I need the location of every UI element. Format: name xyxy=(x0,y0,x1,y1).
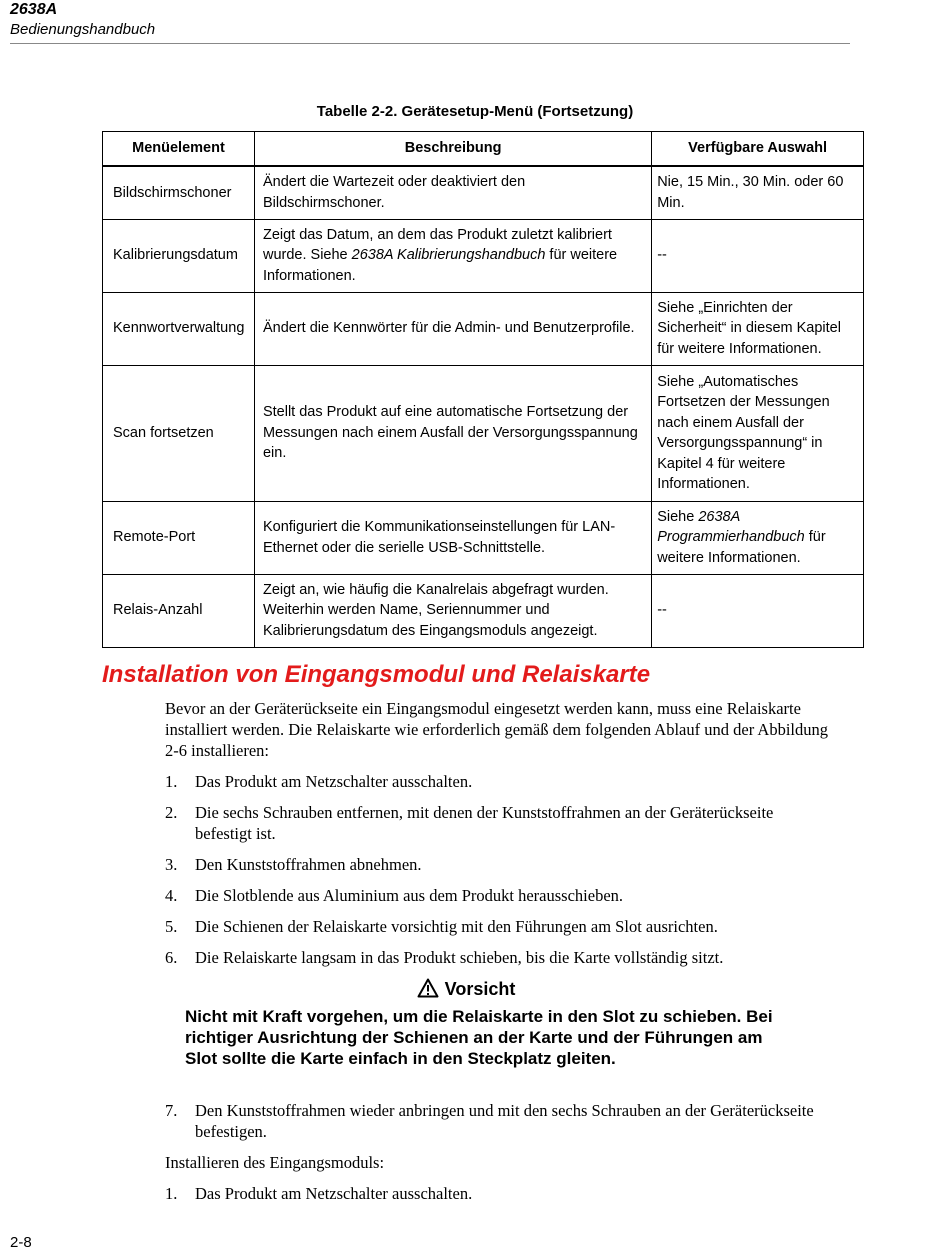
description-cell: Zeigt an, wie häufig die Kanalrelais abgefragt wurden. Weiterhin werden Name, Seriennummer und Kalibrierungsdatum des Eingangsmoduls angezeigt. xyxy=(254,574,651,647)
description-cell: Ändert die Kennwörter für die Admin- und Benutzerprofile. xyxy=(254,292,651,365)
list-item xyxy=(165,947,825,968)
section-heading: Installation von Eingangsmodul und Relaiskarte xyxy=(102,661,651,688)
step-text: Den Kunststoffrahmen wieder anbringen und mit den sechs Schrauben an der Geräterückseite befestigen. xyxy=(195,1101,814,1141)
page-number: 2-8 xyxy=(10,1234,32,1251)
list-item xyxy=(165,802,825,844)
options-cell: -- xyxy=(652,574,864,647)
step-number: 2. xyxy=(165,803,178,822)
manual-reference: 2638A Kalibrierungshandbuch xyxy=(351,247,546,264)
options-text: Siehe xyxy=(657,508,699,525)
options-cell: Siehe „Einrichten der Sicherheit“ in diesem Kapitel für weitere Informationen. xyxy=(652,292,864,365)
header-rule xyxy=(10,43,850,44)
options-cell: Siehe „Automatisches Fortsetzen der Messungen nach einem Ausfall der Versorgungsspannung“ in Kapitel 4 für weitere Informationen. xyxy=(652,365,864,501)
step-number: 6. xyxy=(165,948,178,967)
module-install-intro: Installieren des Eingangsmoduls: xyxy=(165,1153,385,1172)
menu-item-cell: Scan fortsetzen xyxy=(103,365,255,501)
table-row xyxy=(103,166,864,219)
menu-item-cell: Remote-Port xyxy=(103,501,255,574)
options-cell: -- xyxy=(652,219,864,292)
step-number: 5. xyxy=(165,917,178,936)
step-text: Die sechs Schrauben entfernen, mit denen der Kunststoffrahmen an der Geräterückseite befestigt ist. xyxy=(195,803,774,843)
column-header-menu-item: Menüelement xyxy=(103,132,255,167)
description-cell: Stellt das Produkt auf eine automatische Fortsetzung der Messungen nach einem Ausfall der Versorgungsspannung ein. xyxy=(254,365,651,501)
column-header-description: Beschreibung xyxy=(254,132,651,167)
menu-item-cell: Kalibrierungsdatum xyxy=(103,219,255,292)
list-item xyxy=(165,854,825,875)
device-setup-table xyxy=(102,131,864,648)
step-text: Die Relaiskarte langsam in das Produkt schieben, bis die Karte vollständig sitzt. xyxy=(195,948,724,967)
intro-paragraph: Bevor an der Geräterückseite ein Eingangsmodul eingesetzt werden kann, muss eine Relaiskarte installiert werden. Die Relaiskarte wie erforderlich gemäß dem folgenden Ablauf und der Abbildung 2-6 installieren: xyxy=(165,699,828,760)
column-header-options: Verfügbare Auswahl xyxy=(652,132,864,167)
caution-text: Nicht mit Kraft vorgehen, um die Relaiskarte in den Slot zu schieben. Bei richtiger Ausrichtung der Schienen an der Karte und der Führungen am Slot sollte die Karte einfach in den Steckplatz gleiten. xyxy=(185,1007,773,1068)
menu-item-cell: Kennwortverwaltung xyxy=(103,292,255,365)
description-cell xyxy=(254,219,651,292)
table-row xyxy=(103,219,864,292)
step-number: 7. xyxy=(165,1101,178,1120)
table-row xyxy=(103,365,864,501)
step-text: Das Produkt am Netzschalter ausschalten. xyxy=(195,772,473,791)
product-model: 2638A xyxy=(10,1,58,18)
options-text: für weitere Informationen. xyxy=(657,529,826,566)
description-text: für weitere Informationen. xyxy=(262,247,618,284)
step-number: 1. xyxy=(165,1184,178,1203)
step-text: Die Slotblende aus Aluminium aus dem Produkt herausschieben. xyxy=(195,886,624,905)
table-header-row xyxy=(103,132,864,167)
options-cell: Nie, 15 Min., 30 Min. oder 60 Min. xyxy=(652,166,864,219)
table-row xyxy=(103,501,864,574)
list-item xyxy=(165,885,825,906)
warning-triangle-icon xyxy=(417,978,439,998)
step-text: Den Kunststoffrahmen abnehmen. xyxy=(195,855,422,874)
caution-title: Vorsicht xyxy=(444,979,516,999)
list-item xyxy=(165,1100,825,1142)
menu-item-cell: Bildschirmschoner xyxy=(103,166,255,219)
description-cell: Ändert die Wartezeit oder deaktiviert den Bildschirmschoner. xyxy=(254,166,651,219)
step-number: 3. xyxy=(165,855,178,874)
table-row xyxy=(103,574,864,647)
step-text: Das Produkt am Netzschalter ausschalten. xyxy=(195,1184,473,1203)
menu-item-cell: Relais-Anzahl xyxy=(103,574,255,647)
manual-title: Bedienungshandbuch xyxy=(10,21,156,38)
table-row xyxy=(103,292,864,365)
description-text: Zeigt das Datum, an dem das Produkt zuletzt kalibriert wurde. Siehe xyxy=(262,226,612,264)
caution-heading xyxy=(0,977,932,1001)
step-number: 1. xyxy=(165,772,178,791)
step-text: Die Schienen der Relaiskarte vorsichtig mit den Führungen am Slot ausrichten. xyxy=(195,917,718,936)
options-cell xyxy=(652,501,864,574)
table-caption: Tabelle 2-2. Gerätesetup-Menü (Fortsetzung) xyxy=(316,103,634,120)
step-number: 4. xyxy=(165,886,178,905)
manual-reference: 2638A Programmierhandbuch xyxy=(657,508,805,546)
page-header xyxy=(10,0,155,40)
list-item xyxy=(165,1183,825,1204)
list-item xyxy=(165,916,825,937)
list-item xyxy=(165,771,825,792)
description-cell: Konfiguriert die Kommunikationseinstellungen für LAN-Ethernet oder die serielle USB-Schnittstelle. xyxy=(254,501,651,574)
